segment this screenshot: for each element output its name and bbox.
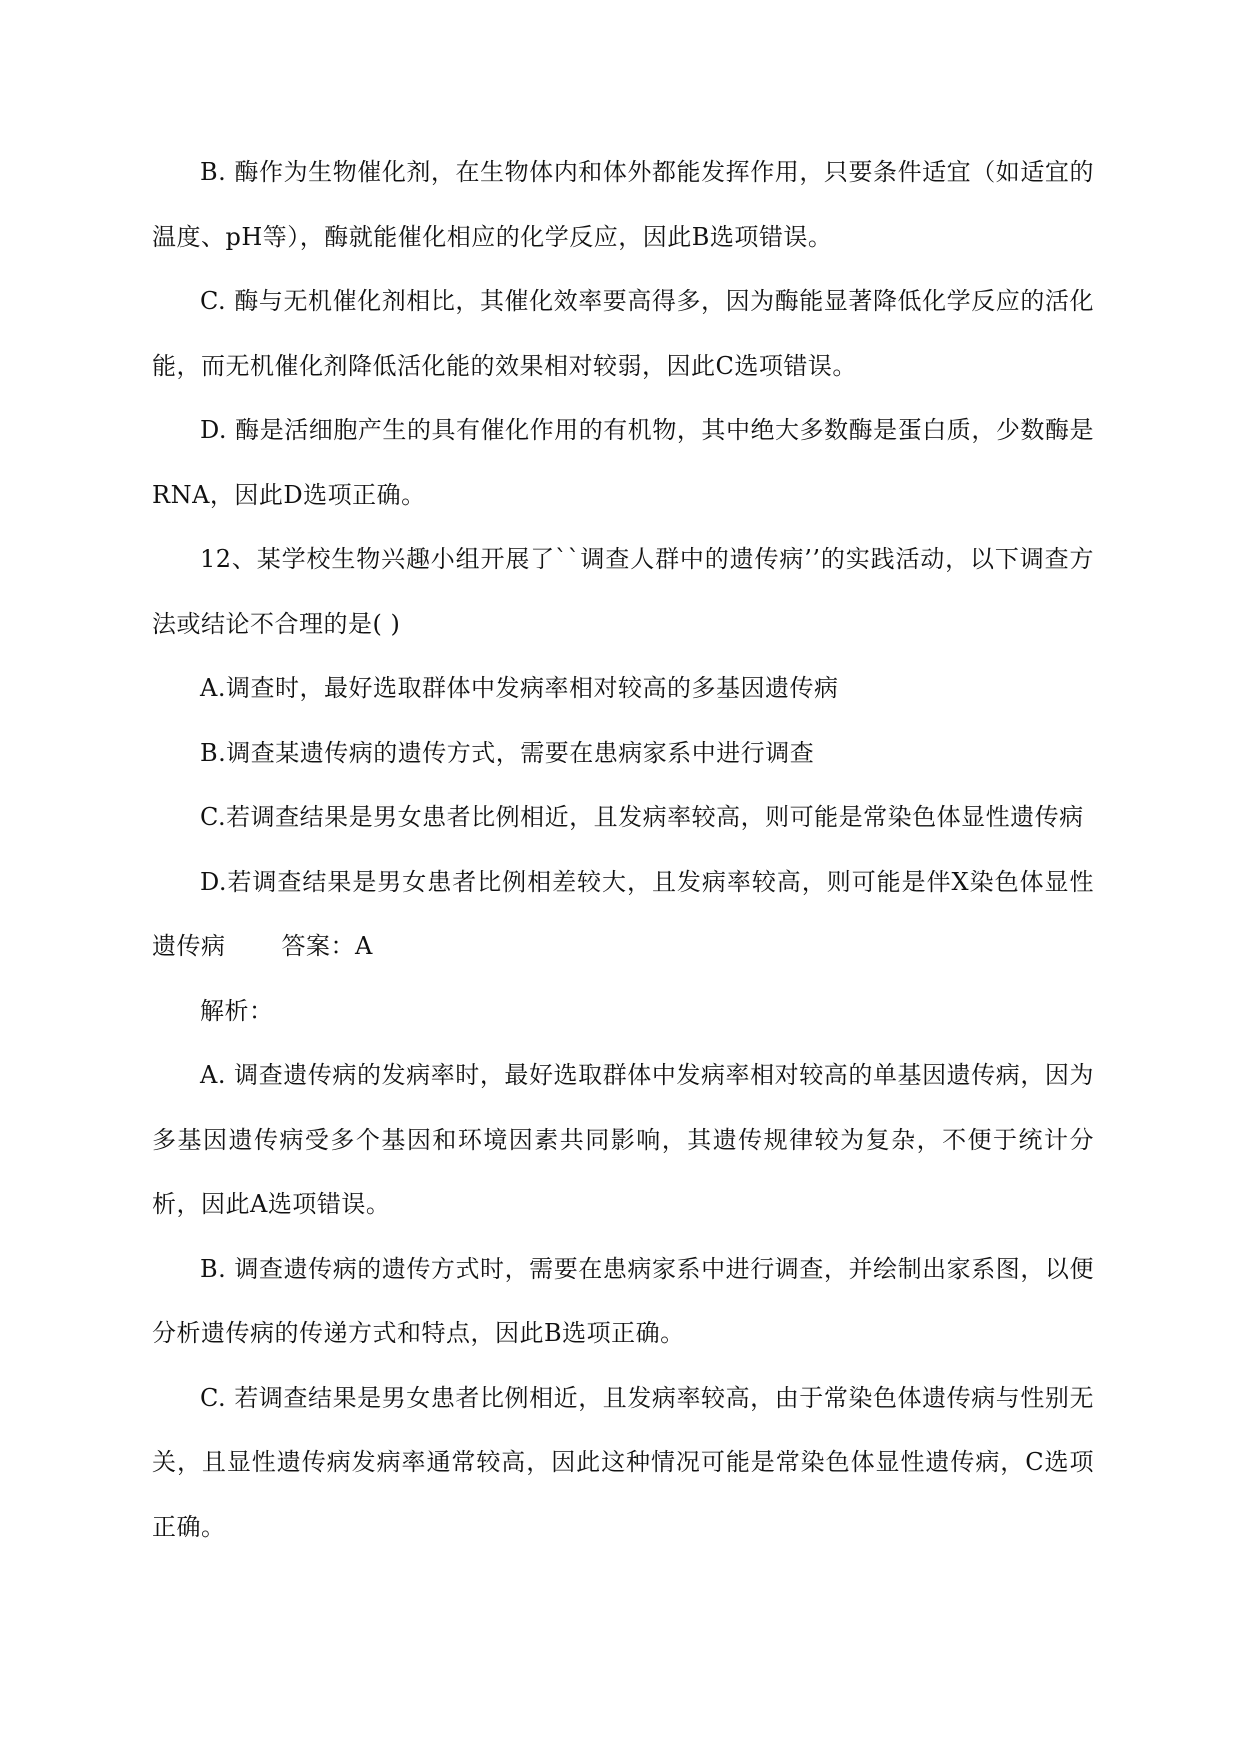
q12-option-a: A.调查时，最好选取群体中发病率相对较高的多基因遗传病 — [200, 674, 839, 702]
q12-option-d — [152, 850, 1094, 979]
q12-option-d-text: D.若调查结果是男女患者比例相差较大，且发病率较高，则可能是伴X染色体显性遗传病 — [152, 867, 1094, 960]
q12-analysis-label: 解析： — [200, 996, 274, 1025]
q12-option-b: B.调查某遗传病的遗传方式，需要在患病家系中进行调查 — [200, 738, 815, 767]
q12-explanation-c: C. 若调查结果是男女患者比例相近，且发病率较高，由于常染色体遗传病与性别无关，且显性遗传病发病率通常较高，因此这种情况可能是常染色体显性遗传病，C选项正确。 — [152, 1383, 1094, 1541]
q12-explanation-a: A. 调查遗传病的发病率时，最好选取群体中发病率相对较高的单基因遗传病，因为多基因遗传病受多个基因和环境因素共同影响，其遗传规律较为复杂，不便于统计分析，因此A选项错误。 — [152, 1061, 1094, 1218]
q12-explanation-b: B. 调查遗传病的遗传方式时，需要在患病家系中进行调查，并绘制出家系图，以便分析遗传病的传递方式和特点，因此B选项正确。 — [152, 1254, 1094, 1347]
q11-option-b-explanation: B. 酶作为生物催化剂，在生物体内和体外都能发挥作用，只要条件适宜（如适宜的温度、pH等），酶就能催化相应的化学反应，因此B选项错误。 — [152, 158, 1094, 251]
q12-answer: 答案：A — [281, 932, 373, 960]
q11-option-c-explanation: C. 酶与无机催化剂相比，其催化效率要高得多，因为酶能显著降低化学反应的活化能，而无机催化剂降低活化能的效果相对较弱，因此C选项错误。 — [152, 287, 1094, 380]
q12-question-stem: 12、某学校生物兴趣小组开展了``调查人群中的遗传病’’的实践活动，以下调查方法或结论不合理的是( ) — [152, 545, 1094, 638]
q11-option-d-explanation: D. 酶是活细胞产生的具有催化作用的有机物，其中绝大多数酶是蛋白质，少数酶是RNA，因此D选项正确。 — [152, 416, 1094, 509]
q12-option-c: C.若调查结果是男女患者比例相近，且发病率较高，则可能是常染色体显性遗传病 — [200, 803, 1084, 831]
document-body — [152, 140, 1094, 1559]
